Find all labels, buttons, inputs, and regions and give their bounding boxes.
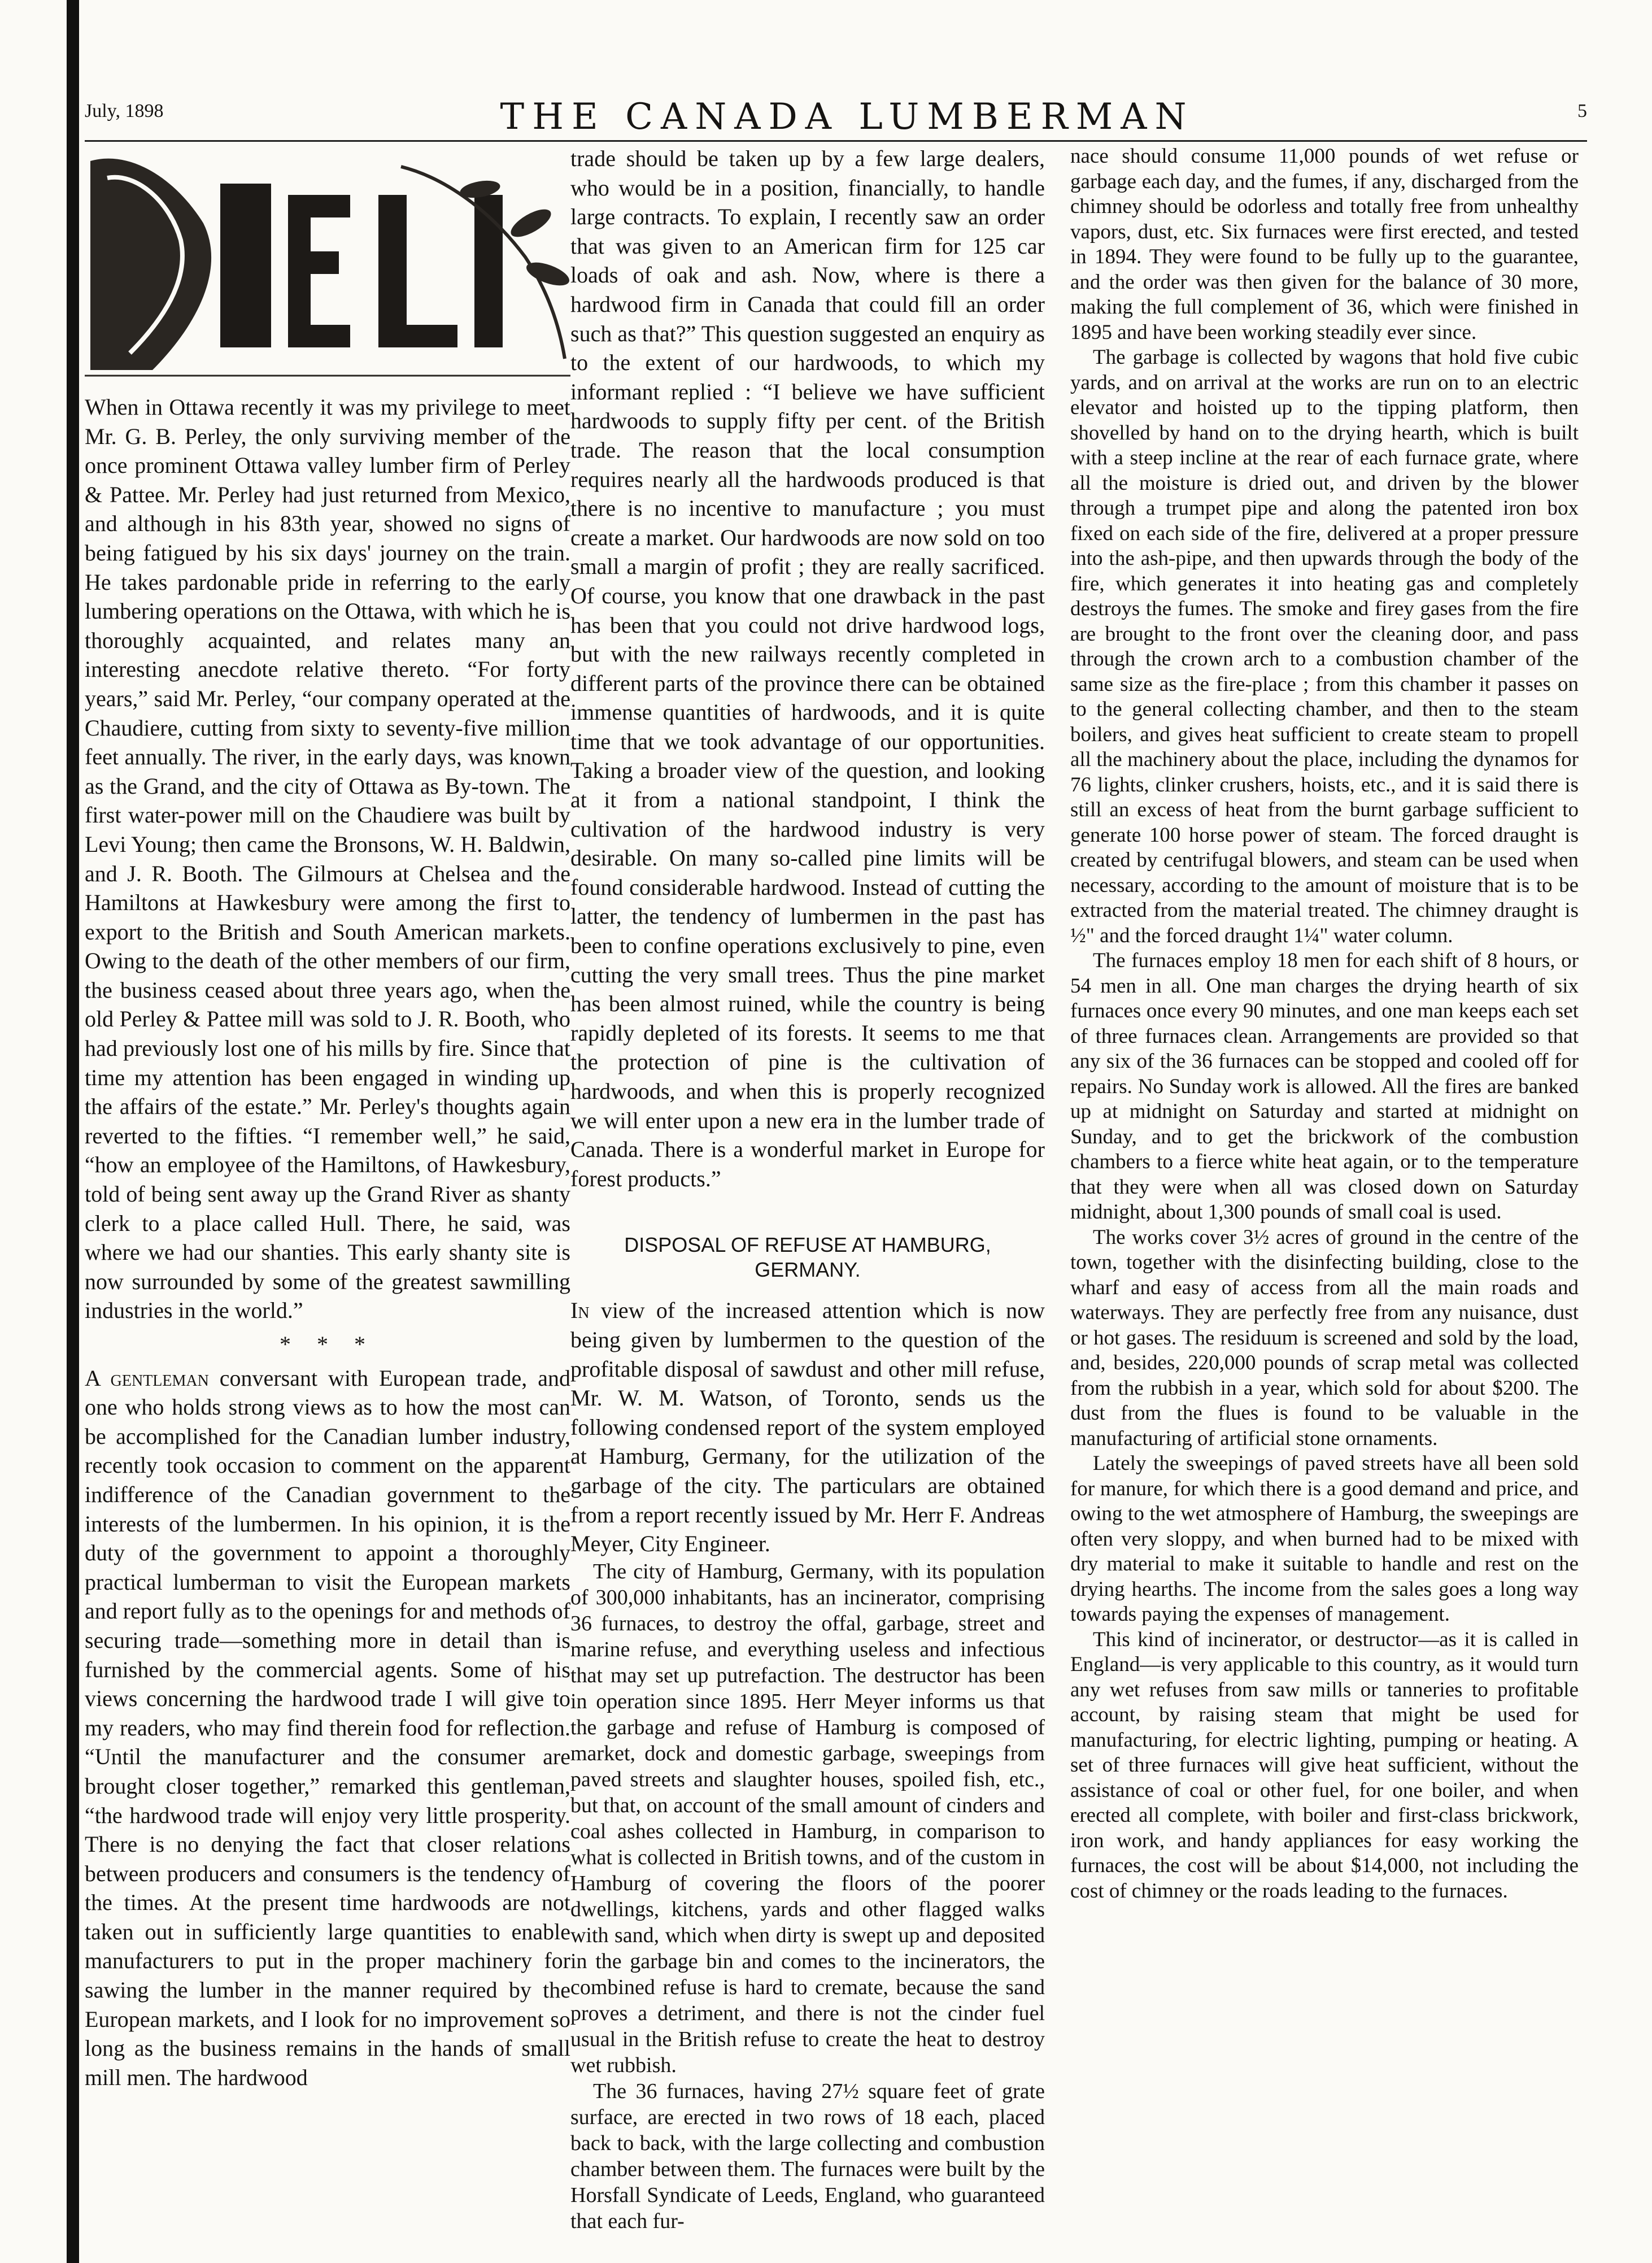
column3-paragraph: The works cover 3½ acres of ground in the centre of the town, together with the disinfecting building, close to the wharf and easy of access from all the main roads and waterways. They are perfectly free from any nuisance, dust or hot gases. The residuum is screened and sold by the load, and, besides, 220,000 pounds of scrap metal was collected from the rubbish in a year, which sold for about $200. The dust from the flues is found to be valuable in the manufacturing of artificial stone ornaments. bbox=[1070, 1225, 1579, 1450]
heading-line-1: DISPOSAL OF REFUSE AT HAMBURG, bbox=[624, 1233, 991, 1257]
section-separator: * * * bbox=[280, 1331, 376, 1357]
masthead-title: THE CANADA LUMBERMAN bbox=[500, 96, 1195, 138]
intro-lead: In bbox=[570, 1298, 590, 1324]
column3-paragraph: The garbage is collected by wagons that hold five cubic yards, and on arrival at the works are run on to an electric elevator and hoisted up to the tipping platform, then shovelled by hand on to the drying hearth, which is built with a steep incline at the rear of each furnace grate, where all the moisture is dried out, and driven by the blower through a trumpet pipe and along the patented iron box fixed on each side of the fire, delivered at a proper pressure into the ash-pipe, and then upwards through the body of the fire, which generates it into heating gas and completely destroys the fumes. The smoke and firey gases from the fire are brought to the front over the cleaning door, and pass through the crown arch to a combustion chamber of the same size as the fire-place ; from this chamber it passes on to the general collecting chamber, and then to the steam boilers, and gives heat sufficient to create steam to propell all the machinery about the place, including the dynamos for 76 lights, clinker crushers, hoists, etc., and it is said there is still an excess of heat from the burnt garbage sufficient to generate 100 horse power of steam. The forced draught is created by centrifugal blowers, and steam can be used when necessary, according to the amount of moisture that is to be extracted from the material treated. The chimney draught is ½" and the forced draught 1¼" water column. bbox=[1070, 346, 1579, 947]
gentleman-paragraph bbox=[85, 1364, 570, 2092]
intro-text: view of the increased attention which is now being given by lumbermen to the question of the profitable disposal of sawdust and other mill refuse, Mr. W. M. Watson, of Toronto, sends us the following condensed report of the system employed at Hamburg, Germany, for the utilization of the garbage of the city. The particulars are obtained from a report recently issued by Mr. Herr F. Andreas Meyer, City Engineer. bbox=[570, 1298, 1045, 1557]
column3-paragraph: nace should consume 11,000 pounds of wet refuse or garbage each day, and the fumes, if any, discharged from the chimney should be odorless and totally free from unhealthy vapors, dust, etc. Six furnaces were first erected, and tested in 1894. They were found to be fully up to the guarantee, and the order was then given for the balance of 30 more, making the full complement of 36, which were finished in 1895 and have been working steadily ever since. bbox=[1070, 145, 1579, 344]
heading-line-2: GERMANY. bbox=[755, 1258, 861, 1282]
gentleman-text: conversant with European trade, and one who holds strong views as to how the most can be accomplished for the Canadian lumber industry, recently took occasion to comment on the apparent indifference of the Canadian government to the interests of the lumbermen. In his opinion, it is the duty of the government to appoint a thoroughly practical lumberman to visit the European markets and report fully as to the openings for and methods of securing trade—something more in detail than is furnished by the commercial agents. Some of his views concerning the hardwood trade I will give to my readers, who may find therein food for reflection. “Until the manufacturer and the consumer are brought closer together,” remarked this gentleman, “the hardwood trade will enjoy very little prosperity. There is no denying the fact that closer relations between producers and consumers is the tendency of the times. At the present time hardwoods are not taken out in sufficiently large quantities to enable manufacturers to put in the proper machinery for sawing the lumber in the manner required by the European markets, and I look for no improvement so long as the business remains in the hands of small mill men. The hardwood bbox=[85, 1365, 570, 2090]
article-heading bbox=[570, 1233, 1045, 1282]
column-3 bbox=[1070, 144, 1579, 1904]
column-1 bbox=[85, 144, 570, 2092]
hardwood-continuation: trade should be taken up by a few large dealers, who would be in a position, financially, to handle large contracts. To explain, I recently saw an order that was given to an American firm for 125 car loads of oak and ash. Now, where is there a hardwood firm in Canada that could fill an order such as that?” This question suggested an enquiry as to the extent of our hardwoods, to which my informant replied : “I believe we have sufficient hardwoods to supply fifty per cent. of the British trade. The reason that the local consumption requires nearly all the hardwoods produced is that there is no incentive to manufacture ; you must create a market. Our hardwoods are now sold on too small a margin of profit ; they are really sacrificed. Of course, you know that one drawback in the past has been that you could not drive hardwood logs, but with the new railways recently completed in different parts of the province there can be obtained immense quantities of hardwoods, and it is quite time that we took advantage of our opportunities. Taking a broader view of the question, and looking at it from a national standpoint, I think the cultivation of the hardwood industry is very desirable. On many so-called pine limits will be found considerable hardwood. Instead of cutting the latter, the tendency of lumbermen in the past has been to confine operations exclusively to pine, even cutting the very small trees. Thus the pine market has been almost ruined, while the country is being rapidly depleted of its forests. It seems to me that the protection of pine is the cultivation of hardwoods, and when this is properly recognized we will enter upon a new era in the lumber trade of Canada. There is a wonderful market in Europe for forest products.” bbox=[570, 146, 1045, 1191]
decorative-drop-cap bbox=[85, 144, 570, 381]
column3-paragraph: The furnaces employ 18 men for each shift of 8 hours, or 54 men in all. One man charges the drying hearth of six furnaces once every 90 minutes, and one man keeps each set of three furnaces clean. Arrangements are provided so that any six of the 36 furnaces can be stopped and cooled off for repairs. No Sunday work is allowed. All the fires are banked up at midnight on Saturday and started at midnight on Sunday, and to get the brickwork of the combustion chambers to a fierce white heat again, or to the temperature that they were when all was closed down on Saturday midnight, about 1,300 pounds of small coal is used. bbox=[1070, 949, 1579, 1224]
issue-date: July, 1898 bbox=[85, 101, 164, 121]
perley-paragraph: When in Ottawa recently it was my privilege to meet Mr. G. B. Perley, the only surviving member of the once prominent Ottawa valley lumber firm of Perley & Pattee. Mr. Perley had just returned from Mexico, and although in his 83th year, showed no signs of being fatigued by his six days' journey on the train. He takes pardonable pride in referring to the early lumbering operations on the Ottawa, with which he is thoroughly acquainted, and relates many an interesting anecdote relative thereto. “For forty years,” said Mr. Perley, “our company operated at the Chaudiere, cutting from sixty to seventy-five million feet annually. The river, in the early days, was known as the Grand, and the city of Ottawa as By-town. The first water-power mill on the Chaudiere was built by Levi Young; then came the Bronsons, W. H. Baldwin, and J. R. Booth. The Gilmours at Chelsea and the Hamiltons at Hawkesbury were among the first to export to the British and South American markets. Owing to the death of the other members of our firm, the business ceased about three years ago, when the old Perley & Pattee mill was sold to J. R. Booth, who had previously lost one of his mills by fire. Since that time my attention has been engaged in winding up the affairs of the estate.” Mr. Perley's thoughts again reverted to the fifties. “I remember well,” he said, “how an employee of the Hamiltons, of Hawkesbury, told of being sent away up the Grand River as shanty clerk to a place called Hull. There, he said, was where we had our shanties. This early shanty site is now surrounded by some of the greatest sawmilling industries in the world.” bbox=[85, 394, 570, 1324]
refuse-intro bbox=[570, 1296, 1045, 1558]
column3-paragraph: This kind of incinerator, or destructor—as it is called in England—is very applicable to this country, as it would turn any wet refuses from saw mills or tanneries to profitable account, by raising steam that might be used for manufacturing, for electric lighting, pumping or heating. A set of three furnaces will give heat sufficient, without the assistance of coal or other fuel, for one boiler, and when erected all complete, with boiler and first-class brickwork, iron work, and handy appliances for easy working the furnaces, the cost will be about $14,000, not including the cost of chimney or the roads leading to the furnaces. bbox=[1070, 1627, 1579, 1903]
column3-paragraph: Lately the sweepings of paved streets have all been sold for manure, for which there is a good demand and price, and owing to the wet atmosphere of Hamburg, the sweepings are often very sloppy, and when burned had to be mixed with dry material to make it suitable to handle and rest on the drying hearths. The income from the sales goes a long way towards paying the expenses of management. bbox=[1070, 1452, 1579, 1626]
hamburg-paragraph: The city of Hamburg, Germany, with its population of 300,000 inhabitants, has an incinerator, comprising 36 furnaces, to destroy the offal, garbage, street and marine refuse, and everything useless and infectious that may set up putrefaction. The destructor has been in operation since 1895. Herr Meyer informs us that the garbage and refuse of Hamburg is composed of market, dock and domestic garbage, sweepings from paved streets and slaughter houses, spoiled fish, etc., but that, on account of the small amount of cinders and coal ashes collected in Hamburg, in comparison to what is collected in British towns, and of the custom in Hamburg of covering the floors of the poorer dwellings, kitchens, yards and other flagged walks with sand, which when dirty is swept up and deposited in the garbage bin and comes to the incinerators, the combined refuse is hard to cremate, because the sand proves a detriment, and there is not the cinder fuel usual in the British refuse to create the heat to destroy wet rubbish. bbox=[570, 1559, 1045, 2077]
gentleman-lead: A gentleman bbox=[85, 1365, 209, 1391]
column-2 bbox=[570, 144, 1045, 2234]
furnaces-paragraph: The 36 furnaces, having 27½ square feet of grate surface, are erected in two rows of 18 each, placed back to back, with the large collecting and combustion chamber between them. The furnaces were built by the Horsfall Syndicate of Leeds, England, who guaranteed that each fur- bbox=[570, 2079, 1045, 2233]
header-rule bbox=[85, 140, 1587, 142]
binding-gutter bbox=[67, 0, 79, 2263]
page-header bbox=[85, 96, 1587, 136]
drop-cap-illustration-icon bbox=[85, 144, 570, 381]
page-number: 5 bbox=[1577, 101, 1587, 121]
